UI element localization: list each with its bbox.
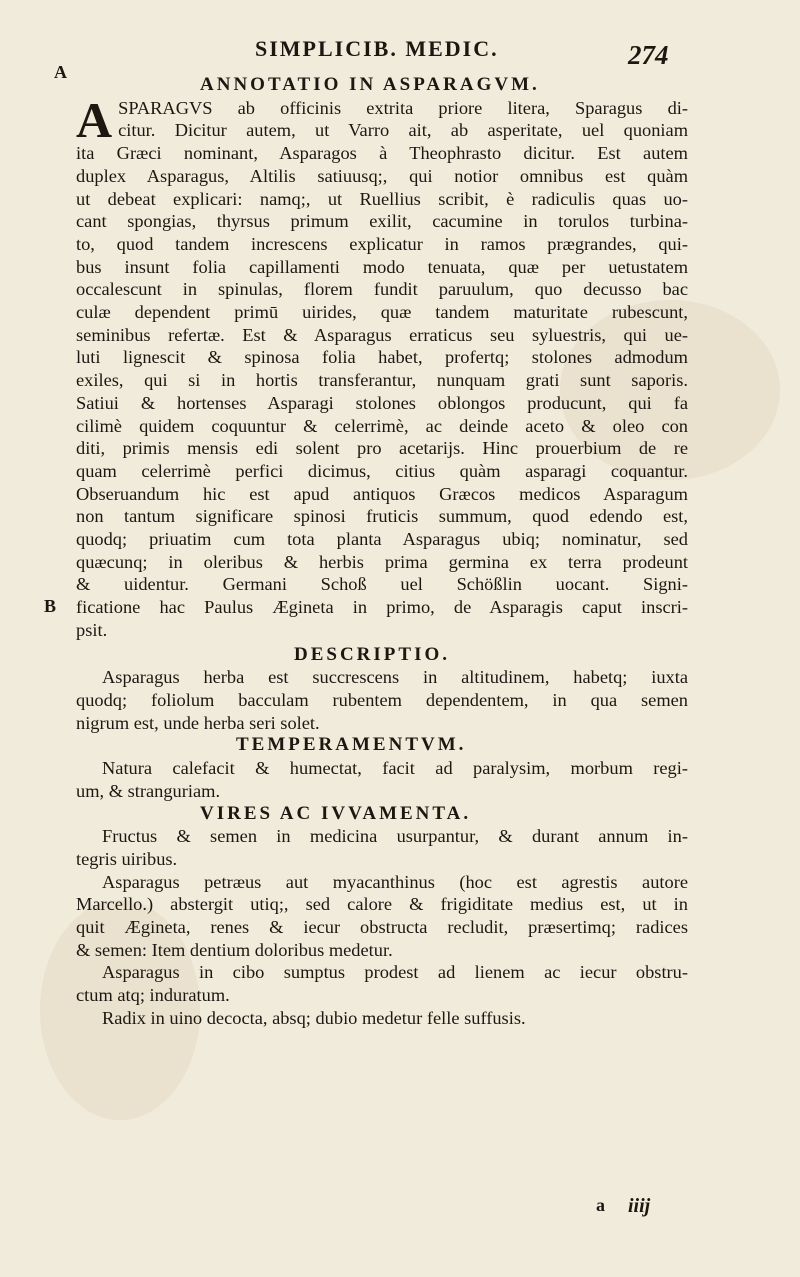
text-line: SPARAGVS ab officinis extrita priore litera, Sparagus di- [118, 97, 688, 118]
margin-letter-b: B [44, 596, 57, 616]
text-line: Asparagus herba est succrescens in altitudinem, habetq; iuxta [102, 667, 688, 688]
heading-temperamentum: TEMPERAMENTVM. [236, 734, 467, 756]
vires-paragraph [76, 961, 688, 984]
text-line: quodq; priuatim cum tota planta Asparagus ubiq; nominatur, sed [76, 529, 688, 550]
text-line: diti, primis mensis edi solent pro acetarijs. Hinc prouerbium de re [76, 438, 688, 459]
text-line: quit Ægineta, renes & iecur obstructa recludit, præsertimq; radices [76, 917, 688, 938]
heading-descriptio: DESCRIPTIO. [294, 643, 450, 665]
text-line: culæ dependent primū uirides, quæ tandem maturitate rubescunt, [76, 302, 688, 323]
text-line: ctum atq; induratum. [76, 985, 230, 1006]
text-line: ficatione hac Paulus Ægineta in primo, de Asparagis caput inscri- [76, 597, 688, 618]
text-line: Obseruandum hic est apud antiquos Græcos medicos Asparagum [76, 483, 688, 504]
text-line: quam celerrimè perfici dicimus, citius quàm asparagi coquantur. [76, 460, 688, 481]
text-line: quodq; foliolum bacculam rubentem dependentem, in qua semen [76, 689, 688, 710]
heading-vires: VIRES AC IVVAMENTA. [200, 802, 472, 824]
text-line: Natura calefacit & humectat, facit ad paralysim, morbum regi- [102, 758, 688, 779]
text-line: bus insunt folia capillamenti modo tenuata, quæ per uetustatem [76, 256, 688, 277]
text-line: ut debeat explicari: namq;, ut Ruellius scribit, è radiculis quas uo- [76, 188, 688, 209]
text-line: quæcunq; in oleribus & herbis prima germina ex terra prodeunt [76, 551, 688, 572]
vires-paragraph [76, 1007, 688, 1030]
text-line: cant spongias, thyrsus primum exilit, cacumine in torulos turbina- [76, 211, 688, 232]
text-line: cilimè quidem coquuntur & celerrimè, ac deinde aceto & oleo con [76, 415, 688, 436]
text-line: um, & stranguriam. [76, 780, 221, 801]
text-line: Marcello.) abstergit utiq;, sed calore & frigiditate medius est, ut in [76, 894, 688, 915]
text-line: Asparagus in cibo sumptus prodest ad lienem ac iecur obstru- [102, 962, 688, 983]
text-line: & semen: Item dentium doloribus medetur. [76, 939, 393, 960]
text-line: occalescunt in spinulas, florem fundit paruulum, quo decusso bac [76, 279, 688, 300]
page-footer [0, 1195, 800, 1225]
signature: iiij [628, 1195, 651, 1217]
text-line: exiles, qui si in hortis transferantur, nunquam grati sunt saporis. [76, 370, 688, 391]
text-line: tegris uiribus. [76, 848, 178, 869]
descriptio-section [76, 666, 688, 689]
text-line: to, quod tandem increscens explicatur in ramos prægrandes, qui- [76, 233, 688, 254]
drop-cap: A [76, 91, 113, 148]
text-line: seminibus refertæ. Est & Asparagus erraticus seu syluestris, qui ue- [76, 324, 688, 345]
text-line: non tantum significare spinosi fruticis summum, quod edendo est, [76, 506, 688, 527]
page-number: 274 [628, 40, 669, 70]
text-line: citur. Dicitur autem, ut Varro ait, ab asperitate, uel quoniam [118, 120, 688, 141]
text-line: duplex Asparagus, Altilis satiuusq;, qui notior omnibus est quàm [76, 165, 688, 186]
running-head-title: SIMPLICIB. MEDIC. [255, 36, 499, 61]
text-line: nigrum est, unde herba seri solet. [76, 712, 320, 733]
signature-mark: a [596, 1195, 605, 1215]
text-line: luti lignescit & spinosa folia habet, profertq; stolones admodum [76, 347, 688, 368]
heading-annotatio: ANNOTATIO IN ASPARAGVM. [200, 74, 540, 95]
margin-letter-a: A [54, 62, 67, 82]
text-line: Fructus & semen in medicina usurpantur, & durant annum in- [102, 826, 688, 847]
annotatio-section [76, 91, 688, 642]
text-line: Satiui & hortenses Asparagi stolones oblongos producunt, qui fa [76, 392, 688, 413]
text-line: & uidentur. Germani Schoß uel Schößlin uocant. Signi- [76, 574, 688, 595]
text-line: psit. [76, 619, 108, 640]
running-head [0, 34, 800, 74]
text-line: ita Græci nominant, Asparagos à Theophrasto dicitur. Est autem [76, 143, 688, 164]
body-text [76, 74, 688, 1030]
temperamentum-section [76, 757, 688, 780]
text-line: Radix in uino decocta, absq; dubio medetur felle suffusis. [102, 1007, 526, 1028]
vires-paragraph [76, 871, 688, 894]
vires-section [76, 825, 688, 848]
text-line: Asparagus petræus aut myacanthinus (hoc est agrestis autore [102, 871, 688, 892]
